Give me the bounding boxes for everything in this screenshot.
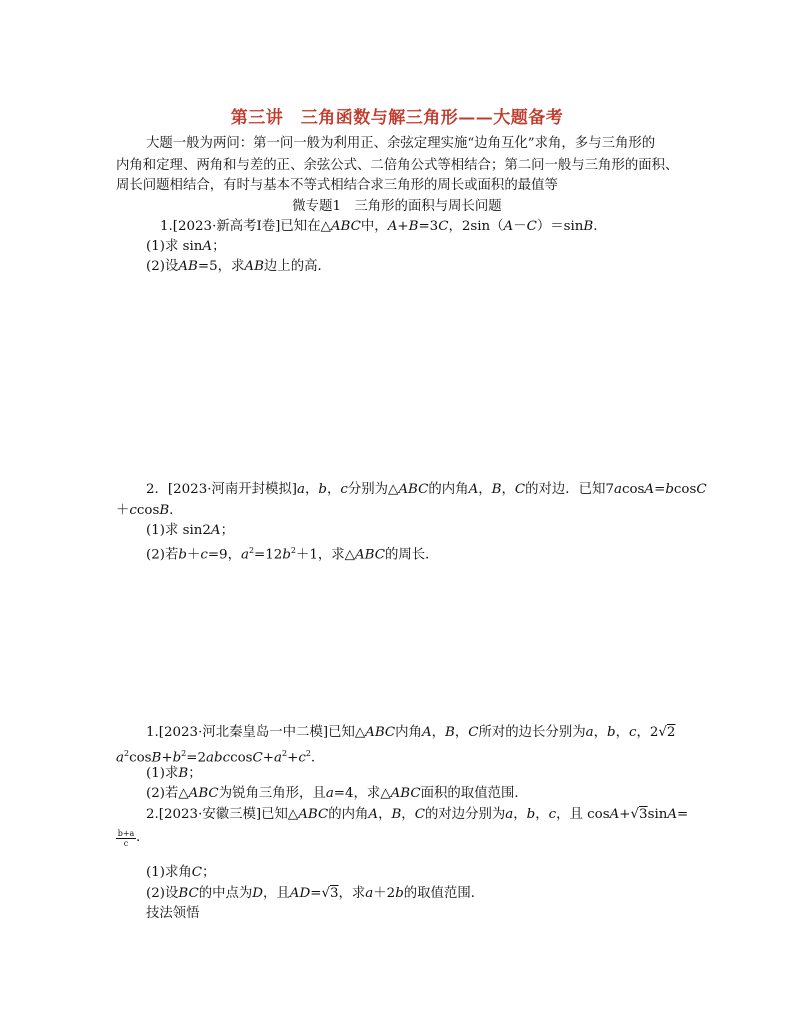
footer-heading: 技法领悟	[146, 906, 200, 921]
problem-1-q2: (2)设AB=5，求AB边上的高．	[146, 259, 331, 274]
problem-2-q2: (2)若b＋c=9，$a^2=12b^2+1$，求△ABC的周长．	[146, 546, 439, 563]
problem-3-stem-line-2: $a^2\cos B+b^2=2abccosC+a^2+c^2$.	[116, 749, 316, 766]
problem-3-q1: (1)求B；	[146, 766, 202, 781]
problem-1-stem: 1.[2023·新高考Ⅰ卷]已知在△ABC中，A+B=3C，2sin（A－C）＝sinB.	[160, 219, 598, 234]
intro-line-2: 内角和定理、两角和与差的正、余弦公式、二倍角公式等相结合；第二问一般与三角形的面积、	[116, 158, 679, 173]
problem-2-stem-line-1: 2．[2023·河南开封模拟]a，b，c分别为△ABC的内角A，B，C的对边．已知7acosA=bcosC	[146, 482, 707, 497]
section-title: 微专题1 三角形的面积与周长问题	[292, 199, 502, 214]
page-title: 第三讲 三角函数与解三角形——大题备考	[230, 108, 564, 128]
fraction-period: .	[136, 830, 141, 845]
problem-2-stem-line-2: ＋ccosB.	[116, 503, 174, 518]
intro-line-1: 大题一般为两问：第一问一般为利用正、余弦定理实施“边角互化”求角，多与三角形的	[146, 136, 656, 151]
problem-2-q1: (1)求 sin2A；	[146, 523, 234, 538]
intro-line-3: 周长问题相结合，有时与基本不等式相结合求三角形的周长或面积的最值等	[116, 178, 558, 193]
problem-3-stem-line-1: 1.[2023·河北秦皇岛一中二模]已知△ABC内角A，B，C所对的边长分别为a，b，c，2√2	[146, 725, 676, 740]
problem-4-q1: (1)求角C；	[146, 865, 216, 880]
problem-4-stem-line-1: 2.[2023·安徽三模]已知△ABC的内角A，B，C的对边分别为a，b，c，且 cosA+√3sinA=	[146, 807, 689, 822]
problem-1-q1: (1)求 sinA；	[146, 239, 226, 254]
fraction-b-plus-a-over-c: $\frac{b+a}{c}$	[117, 829, 135, 848]
problem-4-q2: (2)设BC的中点为D，且AD=√3，求a＋2b的取值范围．	[146, 886, 485, 901]
problem-3-q2: (2)若△ABC为锐角三角形，且a=4，求△ABC面积的取值范围．	[146, 786, 528, 801]
